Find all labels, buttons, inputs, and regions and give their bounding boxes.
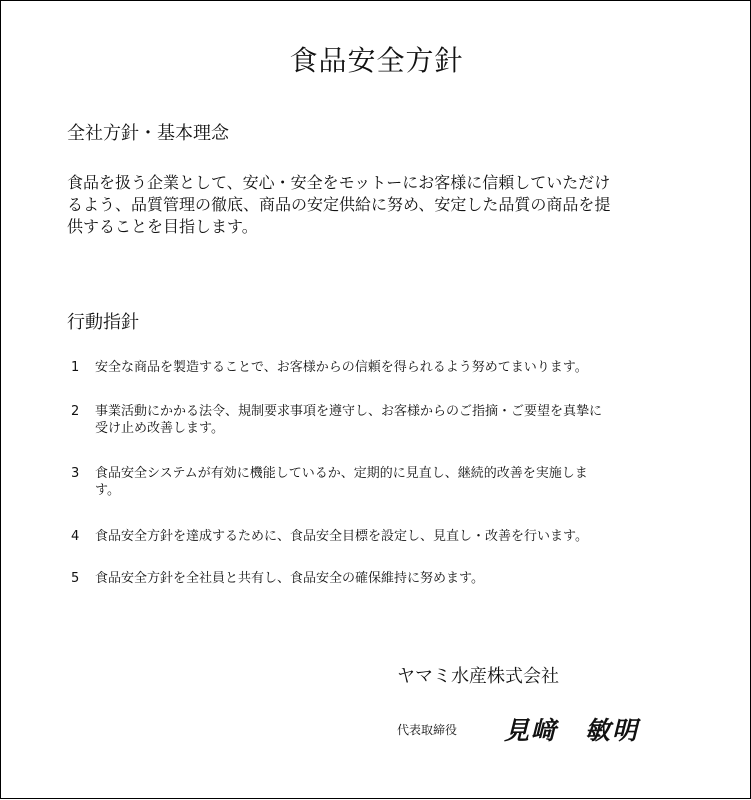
action-policy-heading: 行動指針 <box>67 312 139 333</box>
action-item-line: 食品安全システムが有効に機能しているか、定期的に見直し、継続的改善を実施しま <box>95 466 588 481</box>
action-item-text <box>95 403 691 437</box>
action-item-line: 食品安全方針を達成するために、食品安全目標を設定し、見直し・改善を行います。 <box>95 529 588 544</box>
page-title: 食品安全方針 <box>289 44 464 77</box>
action-item-text <box>95 465 691 499</box>
action-item-line: 安全な商品を製造することで、お客様からの信頼を得られるよう努めてまいります。 <box>95 360 588 375</box>
action-item-1 <box>71 359 691 376</box>
action-item-4 <box>71 528 691 545</box>
action-item-number: 2 <box>71 404 80 419</box>
action-item-line: す。 <box>95 483 120 498</box>
action-item-3 <box>71 465 691 499</box>
action-item-text <box>95 528 691 545</box>
company-name: ヤマミ水産株式会社 <box>397 666 559 687</box>
action-item-number: 1 <box>71 360 80 375</box>
representative-signature: 見﨑 敏明 <box>504 716 640 745</box>
basic-policy-heading: 全社方針・基本理念 <box>67 123 229 144</box>
basic-policy-line: るよう、品質管理の徹底、商品の安定供給に努め、安定した品質の商品を提 <box>67 195 611 214</box>
action-item-line: 事業活動にかかる法令、規制要求事項を遵守し、お客様からのご指摘・ご要望を真摯に <box>95 404 603 419</box>
action-item-2 <box>71 403 691 437</box>
action-item-text <box>95 570 691 587</box>
action-item-5 <box>71 570 691 587</box>
basic-policy-line: 食品を扱う企業として、安心・安全をモットーにお客様に信頼していただけ <box>67 173 611 192</box>
action-item-line: 受け止め改善します。 <box>95 421 224 436</box>
action-item-text <box>95 359 691 376</box>
action-item-line: 食品安全方針を全社員と共有し、食品安全の確保維持に努めます。 <box>95 571 484 586</box>
action-item-number: 3 <box>71 466 80 481</box>
action-item-number: 5 <box>71 571 80 586</box>
basic-policy-line: 供することを目指します。 <box>67 217 258 236</box>
representative-title: 代表取締役 <box>397 723 458 737</box>
action-policy-list <box>1 1 751 800</box>
action-item-number: 4 <box>71 529 80 544</box>
